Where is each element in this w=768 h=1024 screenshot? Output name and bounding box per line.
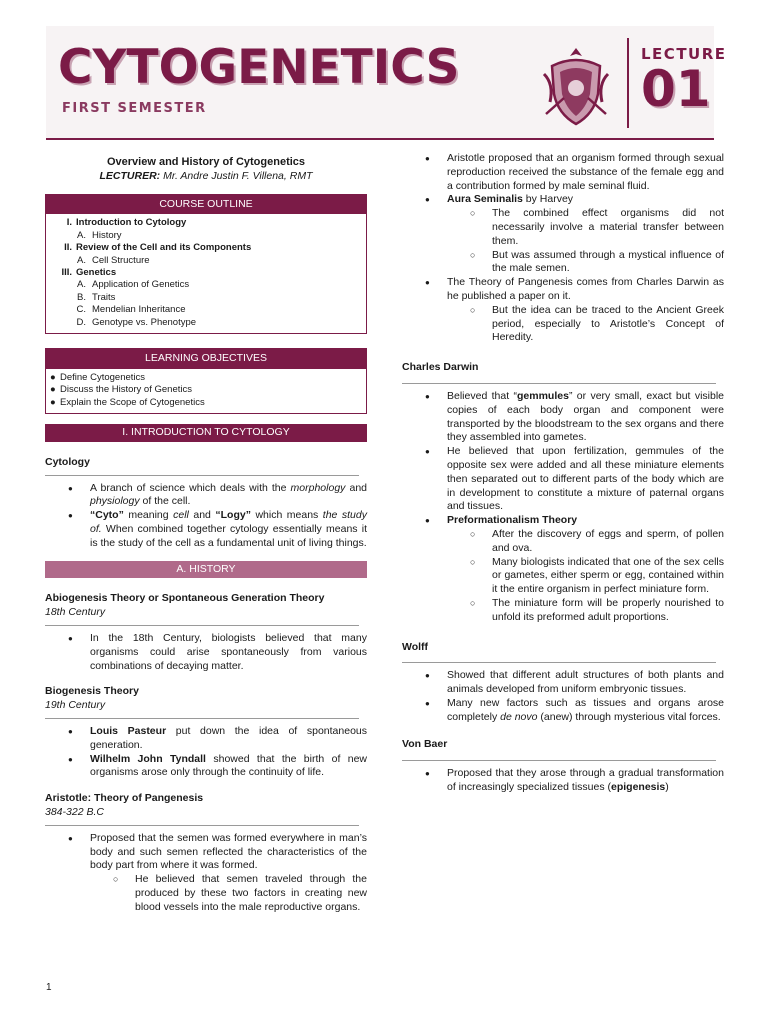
list-subitem: ○ After the discovery of eggs and sperm, of pollen and ova. <box>492 528 724 556</box>
list-item: ● Believed that “gemmules” or very small, exact but visible copies of each body organ and component were transported by the bloodstream to the sex organs and there they assembled into gametes. <box>447 390 724 445</box>
abiogenesis-era: 18th Century <box>45 606 106 619</box>
list-item: ● The Theory of Pangenesis comes from Charles Darwin as he published a paper on it. ○ But the idea can be traced to the Ancient Greek period, especially to Aristotle’s Concept of Heredity. <box>447 276 724 345</box>
semester-label: FIRST SEMESTER <box>62 101 207 116</box>
list-subitem: ○ He believed that semen traveled through the produced by these two factors in creating new blood vessels into the male reproductive organs. <box>135 873 367 914</box>
list-subitem: ○ Many biologists indicated that one of the sex cells or gametes, either sperm or egg, contained within it the entire organism in perfect miniature form. <box>492 556 724 597</box>
page-number: 1 <box>46 982 52 993</box>
list-item: ● Showed that different adult structures of both plants and animals developed from uniform embryonic tissues. <box>447 669 724 697</box>
list-item: ● Wilhelm John Tyndall showed that the birth of new organisms arose only through the continuity of life. <box>90 753 367 781</box>
divider <box>45 825 359 826</box>
abiogenesis-heading: Abiogenesis Theory or Spontaneous Generation Theory <box>45 592 325 605</box>
lecture-label: LECTURE <box>641 45 727 63</box>
darwin-heading: Charles Darwin <box>402 361 479 374</box>
header-divider <box>46 138 714 140</box>
biogenesis-list <box>45 725 367 780</box>
list-item: ● “Cyto” meaning cell and “Logy” which means the study of. When combined together cytology essentially means it is the study of the cell as a fundamental unit of living things. <box>90 509 367 550</box>
list-item: ● A branch of science which deals with the morphology and physiology of the cell. <box>90 482 367 510</box>
outline-subitem: C. Mendelian Inheritance <box>76 304 186 316</box>
divider <box>45 475 359 476</box>
outline-subitem: A. Application of Genetics <box>77 279 190 291</box>
crest-emblem-icon <box>542 44 610 128</box>
learning-objectives-box <box>45 348 367 414</box>
list-subitem: ○ But was assumed through a mystical influence of the male semen. <box>492 249 724 277</box>
list-item: ● In the 18th Century, biologists believed that many organisms could arise spontaneously from various combinations of decaying matter. <box>90 632 367 673</box>
document-title: Overview and History of Cytogenetics <box>106 156 306 168</box>
list-subitem: ○ The combined effect organisms did not necessarily involve a material transfer between them. <box>492 207 724 248</box>
objective-item: ● Discuss the History of Genetics <box>50 384 192 396</box>
biogenesis-heading: Biogenesis Theory <box>45 685 139 698</box>
outline-subitem: A. Cell Structure <box>77 254 150 266</box>
learning-objectives-heading: LEARNING OBJECTIVES <box>46 349 366 369</box>
divider <box>402 383 716 384</box>
divider <box>45 625 359 626</box>
divider <box>45 718 359 719</box>
course-title: CYTOGENETICS <box>58 40 460 95</box>
outline-item: III. Genetics <box>61 267 117 279</box>
wolff-heading: Wolff <box>402 640 429 653</box>
darwin-list <box>402 390 724 625</box>
pangenesis-list <box>45 832 367 915</box>
von-baer-heading: Von Baer <box>402 738 448 751</box>
course-outline-box <box>45 194 367 334</box>
outline-item: I. Introduction to Cytology <box>66 217 187 229</box>
list-item: ● Aura Seminalis by Harvey ○ The combined effect organisms did not necessarily involve a material transfer between them. ○ But was assumed through a mystical influence of the male semen. <box>447 193 724 276</box>
aristotle-list <box>402 152 724 345</box>
von-baer-list <box>402 767 724 795</box>
list-item: ● Aristotle proposed that an organism formed through sexual reproduction received the substance of the female egg and a contribution formed by male seminal fluid. <box>447 152 724 193</box>
cytology-heading: Cytology <box>45 455 90 468</box>
lecture-number: 01 <box>641 60 711 118</box>
list-item: ● Preformationalism Theory ○ After the discovery of eggs and sperm, of pollen and ova. ○ Many biologists indicated that one of the sex cells or gametes, either sperm or egg, contained within it the entire organism in perfect miniature form. ○ The miniature form will be properly nourished to unfold its preformed adult proportions. <box>447 514 724 624</box>
lecture-divider <box>627 38 629 128</box>
outline-subitem: D. Genotype vs. Phenotype <box>76 316 197 328</box>
biogenesis-era: 19th Century <box>45 699 106 712</box>
cytology-list <box>45 482 367 551</box>
left-column <box>45 152 367 915</box>
outline-item: II. Review of the Cell and its Components <box>64 242 252 254</box>
list-item: ● Proposed that the semen was formed everywhere in man’s body and such semen reflected the characteristics of the body part from where it was formed. ○ He believed that semen traveled through the produced by these two factors in creating new blood vessels into the male reproductive organs. <box>90 832 367 915</box>
wolff-list <box>402 669 724 724</box>
pangenesis-era: 384-322 B.C <box>45 806 104 818</box>
divider <box>402 760 716 761</box>
list-subitem: ○ The miniature form will be properly nourished to unfold its preformed adult proportions. <box>492 597 724 625</box>
list-item: ● He believed that upon fertilization, gemmules of the opposite sex were added and all these miniature elements then separated out to different parts of the body which are in development to constitute a mixture of paternal organs and tissues. <box>447 445 724 514</box>
abiogenesis-list <box>45 632 367 673</box>
section-band-introduction: I. INTRODUCTION TO CYTOLOGY <box>45 424 367 442</box>
outline-subitem: B. Traits <box>77 291 116 303</box>
list-item: ● Proposed that they arose through a gradual transformation of increasingly specialized tissues (epigenesis) <box>447 767 724 795</box>
objective-item: ● Explain the Scope of Cytogenetics <box>50 396 205 408</box>
section-band-history: A. HISTORY <box>45 561 367 579</box>
lecturer-line: LECTURER: Mr. Andre Justin F. Villena, RMT <box>99 169 313 182</box>
objective-item: ● Define Cytogenetics <box>50 371 146 383</box>
pangenesis-heading: Aristotle: Theory of Pangenesis <box>45 792 204 805</box>
course-outline-heading: COURSE OUTLINE <box>46 195 366 215</box>
list-item: ● Louis Pasteur put down the idea of spontaneous generation. <box>90 725 367 753</box>
right-column <box>402 152 724 795</box>
divider <box>402 662 716 663</box>
list-subitem: ○ But the idea can be traced to the Ancient Greek period, especially to Aristotle’s Concept of Heredity. <box>492 304 724 345</box>
outline-subitem: A. History <box>77 229 122 241</box>
list-item: ● Many new factors such as tissues and organs arose completely de novo (anew) through mysterious vital forces. <box>447 697 724 725</box>
